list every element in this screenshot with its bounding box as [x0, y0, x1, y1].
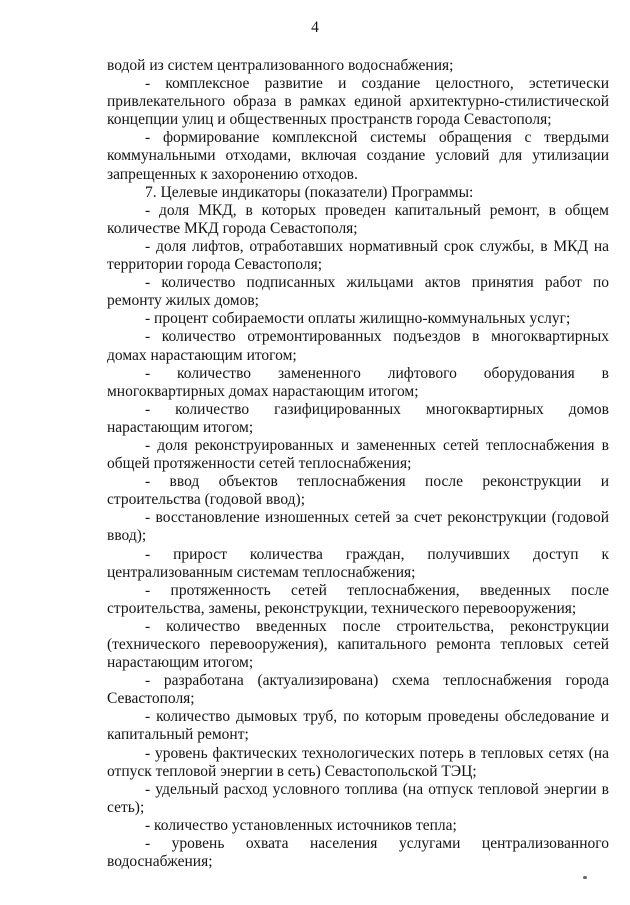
list-item: - восстановление изношенных сетей за счет реконструкции (годовой ввод); — [107, 509, 609, 545]
list-item: - доля МКД, в которых проведен капитальный ремонт, в общем количестве МКД города Севастополя; — [107, 201, 609, 237]
list-item: - удельный расход условного топлива (на отпуск тепловой энергии в сеть); — [107, 780, 609, 816]
list-item: - ввод объектов теплоснабжения после реконструкции и строительства (годовой ввод); — [107, 473, 609, 509]
document-body — [107, 57, 609, 871]
section-heading: 7. Целевые индикаторы (показатели) Программы: — [145, 183, 474, 201]
list-item: - уровень фактических технологических потерь в тепловых сетях (на отпуск тепловой энергии в сеть) Севастопольской ТЭЦ; — [107, 744, 609, 780]
list-item: - разработана (актуализирована) схема теплоснабжения города Севастополя; — [107, 672, 609, 708]
list-item: - уровень охвата населения услугами централизованного водоснабжения; — [107, 835, 609, 871]
list-item: - количество газифицированных многоквартирных домов нарастающим итогом; — [107, 400, 609, 436]
list-item: - количество отремонтированных подъездов в многоквартирных домах нарастающим итогом; — [107, 328, 609, 364]
scan-speck — [583, 876, 587, 879]
list-item: - количество замененного лифтового оборудования в многоквартирных домах нарастающим итогом; — [107, 364, 609, 400]
list-item: - количество подписанных жильцами актов принятия работ по ремонту жилых домов; — [107, 274, 609, 310]
list-item: - количество дымовых труб, по которым проведены обследование и капитальный ремонт; — [107, 708, 609, 744]
list-item: - прирост количества граждан, получивших доступ к централизованным системам теплоснабжения; — [107, 545, 609, 581]
paragraph: - комплексное развитие и создание целостного, эстетически привлекательного образа в рамках единой архитектурно-стилистической концепции улиц и общественных пространств города Севастополя; — [107, 75, 609, 129]
list-item: - количество установленных источников тепла; — [145, 816, 457, 834]
list-item: - доля лифтов, отработавших нормативный срок службы, в МКД на территории города Севастополя; — [107, 237, 609, 274]
list-item: - процент собираемости оплаты жилищно-коммунальных услуг; — [145, 310, 571, 328]
paragraph: - формирование комплексной системы обращения с твердыми коммунальными отходами, включая создание условий для утилизации запрещенных к захоронению отходов. — [107, 129, 609, 183]
list-item: - доля реконструированных и замененных сетей теплоснабжения в общей протяженности сетей теплоснабжения; — [107, 436, 609, 473]
paragraph: водой из систем централизованного водоснабжения; — [107, 57, 454, 74]
list-item: - количество введенных после строительства, реконструкции (технического перевооружения), капитального ремонта тепловых сетей нарастающим итогом; — [107, 617, 609, 672]
list-item: - протяженность сетей теплоснабжения, введенных после строительства, замены, реконструкции, технического перевооружения; — [107, 581, 609, 617]
page-number: 4 — [311, 19, 319, 36]
